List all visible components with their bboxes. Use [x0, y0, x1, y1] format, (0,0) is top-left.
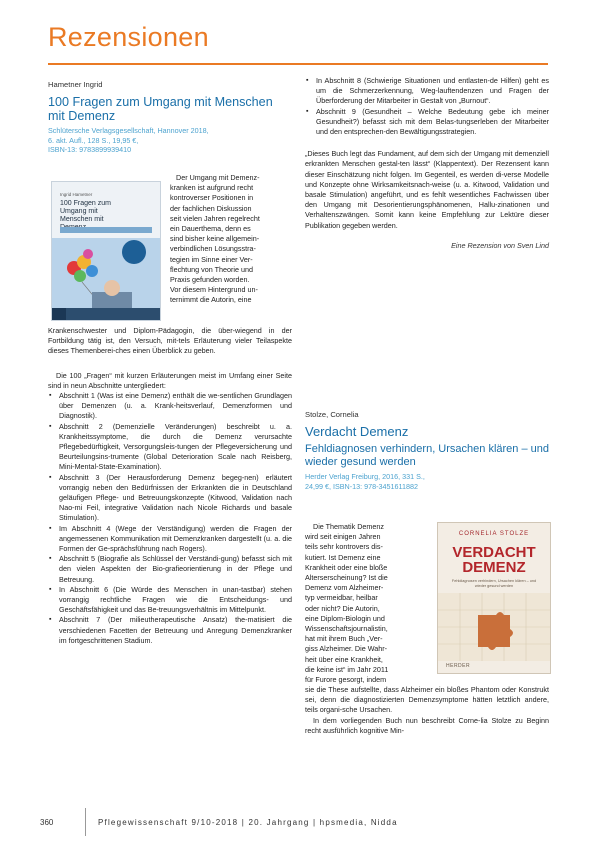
text-line: für Furore gesorgt, indem: [305, 675, 387, 685]
list-item: ▪ In Abschnitt 8 (Schwierige Situationen und entlasten-de Hilfen) geht es um die Schmerzerkennung, Weg-lauftendenzen und Fragen der Überforderung der Mitarbeiter in Gestalt von „Burnout“.: [306, 76, 549, 106]
review1-book-cover: [51, 181, 161, 321]
review2-para2: In dem vorliegenden Buch nun beschreibt Corne-lia Stolze zu Beginn recht ausführlich kognitive Min-: [305, 715, 549, 735]
page-title: Rezensionen: [48, 22, 209, 52]
text-line: sind bisher keine allgemein-: [170, 234, 260, 244]
text-line: Vor diesem Hintergrund un-: [170, 285, 258, 295]
text-line: flechtung von Theorie und: [170, 264, 253, 274]
text-line: eine Diplom-Biologin und: [305, 613, 385, 623]
text-line: kranken ist aufgrund recht: [170, 183, 254, 193]
list-item: ▪ Im Abschnitt 4 (Wege der Verständigung) werden die Fragen der angemessenen Kommunikation mit Demenzkranken dargestellt (u. a. die Formen der Ge-sprächsführung nach Rogers).: [49, 523, 292, 554]
review1-body: [48, 326, 292, 646]
review2-author: Stolze, Cornelia: [305, 410, 359, 419]
text-line: Der Umgang mit Demenz-: [176, 173, 260, 182]
text-line: heit über eine Krankheit,: [305, 654, 383, 664]
text-line: oder nicht? Die Autorin,: [305, 603, 380, 613]
review2-pub-line: 24,99 €, ISBN-13: 978-3451611882: [305, 481, 418, 491]
review2-book-cover: [437, 522, 551, 674]
right-column: [305, 76, 549, 251]
cover2-puzzle-illustration: [438, 593, 550, 661]
list-item: ▪ Abschnitt 9 (Gesundheit – Welche Bedeutung gebe ich meiner Gesundheit?) befasst sich mit dem Belas-tungserleben der Mitarbeiter und den entsprechen-den Bewältigungsstrategien.: [306, 106, 549, 137]
text-line: Demenz vom Alzheimer-: [305, 583, 384, 593]
review1-structure-intro: Die 100 „Fragen“ mit kurzen Erläuterungen meist im Umfang einer Seite sind in neun Abschnitte untergliedert:: [48, 370, 292, 390]
page-number: 360: [40, 818, 54, 827]
text-line: seit vielen Jahren regelrecht: [170, 213, 260, 223]
list-item: ▪ Abschnitt 5 (Biografie als Schlüssel der Verständi-gung) befasst sich mit den vielen Aspekten der Bio-grafieorientierung in der Pflege und Betreuung.: [49, 554, 292, 584]
review1-intro-wrapped: [170, 173, 292, 306]
review2-header: [305, 410, 549, 491]
review1-publisher-info: [48, 126, 292, 155]
header-rule: [48, 63, 548, 65]
cover2-publisher: HERDER: [446, 663, 471, 669]
cover1-banner: [60, 227, 152, 233]
list-item: ▪ In Abschnitt 6 (Die Würde des Menschen in unan-tastbar) stehen vorrangig rechtliche Fragen wie die Entscheidungs- und Geschäftsfähigkeit und das Be-treuungsverhältnis im Mittelpunkt.: [49, 584, 292, 615]
review1-conclusion: „Dieses Buch legt das Fundament, auf dem sich der Umgang mit demenziell erkrankten Menschen gestal-ten lässt“ (Klappentext). Der Rezensent kann dieser Einschätzung nicht folgen. Im Gegenteil, es werden di-verse Modelle und Konzepte ohne Wirksamkeitsnach-weise (u. a. Kitwood, Validation und basale Stimulation) angeführt, und es fehlt wesentliches Fachwissen über den Umgang mit Desorientierungsphänomenen, Hallu-zinationen und Verhaltenszwängen. Somit kann keine Empfehlung zur Lektüre dieser Publikation gegeben werden.: [305, 149, 549, 230]
review1-author: Hametner Ingrid: [48, 80, 103, 89]
cover1-image: [52, 238, 160, 320]
review1-pub-line: Schlütersche Verlagsgesellschaft, Hannover 2018,: [48, 126, 209, 136]
review2-pub-line: Herder Verlag Freiburg, 2016, 331 S.,: [305, 472, 425, 482]
review1-signature: Eine Rezension von Sven Lind: [451, 240, 549, 250]
review2-intro-rest: sie die These aufstellte, dass Alzheimer ein bloßes Phantom oder Konstrukt sei, denn die diagnostizierten Demenzsymptome hätten letztlich andere, teils organi-sche Ursachen.: [305, 685, 549, 715]
text-line: der fachlichen Diskussion: [170, 203, 252, 213]
footer-divider: [85, 808, 86, 836]
text-line: Alterserscheinung? Ist die: [305, 573, 388, 583]
text-line: tegien im Sinne einer Ver-: [170, 254, 253, 264]
text-line: giss Alzheimer. Die Wahr-: [305, 644, 388, 654]
review2-subtitle: Fehldiagnosen verhindern, Ursachen klären – und wieder gesund werden: [305, 443, 549, 469]
cover1-balloons-illustration: [52, 238, 160, 320]
text-line: kutiert. Ist Demenz eine: [305, 552, 381, 562]
review2-intro-wrapped: [305, 522, 429, 685]
review1-pub-line: ISBN-13: 9783899939410: [48, 145, 132, 155]
review2-title: Verdacht Demenz: [305, 424, 409, 440]
text-line: hat mit ihrem Buch „Ver-: [305, 634, 383, 644]
list-item: ▪ Abschnitt 3 (Der Herausforderung Demenz begeg-nen) erläutert vorrangig neben den Bedürfnissen der Erkrankten die in Deutschland geläufigen Pflege- und Betreuungskonzepte (Kitwood, Validation nach Nao-mi Feil, integrative Validation nach Nicole Richards und basale Stimulation).: [49, 472, 292, 523]
text-line: Die Thematik Demenz: [313, 522, 384, 531]
review1-pub-line: 6. akt. Aufl., 128 S., 19,95 €,: [48, 135, 139, 145]
text-line: typ vermeidbar, heilbar: [305, 593, 378, 603]
text-line: wird seit einigen Jahren: [305, 532, 381, 542]
left-column: [48, 80, 292, 155]
cover1-title: 100 Fragen zum Umgang mit Menschen mit: [60, 200, 111, 223]
list-item: ▪ Abschnitt 7 (Der milieutherapeutische Ansatz) the-matisiert die verschiedenen Facetten der Betreuung und Anregung Demenzkranker im fortgeschrittenen Stadium.: [49, 615, 292, 645]
review1-section-list-continued: [305, 76, 549, 137]
review2-body: [305, 685, 549, 736]
text-line: kontroverser Positionen in: [170, 193, 254, 203]
cover2-subtitle: Fehldiagnosen verhindern, Ursachen klären – und wieder gesund werden: [451, 579, 537, 588]
review1-title: 100 Fragen zum Umgang mit Menschen mit Demenz: [48, 95, 273, 124]
review1-section-list: [48, 391, 292, 646]
text-line: Wissenschaftsjournalistin,: [305, 624, 388, 634]
text-line: ein Dauerthema, denn es: [170, 224, 251, 234]
text-line: die keine ist“ im Jahr 2011: [305, 664, 389, 674]
review1-intro-rest: Krankenschwester und Diplom-Pädagogin, die über-wiegend in der Fortbildung tätig ist, den Versuch, mit-tels Erläuterung vieler Teilaspekte dieses Themenberei-ches einen Überblick zu geben.: [48, 326, 292, 356]
text-line: teils sehr kontrovers dis-: [305, 542, 383, 552]
footer-journal-info: Pflegewissenschaft 9/10-2018 | 20. Jahrgang | hpsmedia, Nidda: [98, 818, 398, 827]
text-line: ternimmt die Autorin, eine: [170, 295, 252, 305]
cover1-author: Ingrid Hametner: [60, 192, 93, 197]
review2-publisher-info: [305, 472, 549, 491]
cover2-author: CORNELIA STOLZE: [458, 531, 530, 537]
cover2-title: VERDACHT DEMENZ: [452, 544, 536, 576]
text-line: Praxis gefunden worden.: [170, 275, 250, 285]
text-line: Krankheit oder eine bloße: [305, 562, 388, 572]
list-item: ▪ Abschnitt 1 (Was ist eine Demenz) enthält die we-sentlichen Grundlagen über Demenzen (u. a. Krank-heitsverlauf, Demenzformen und Diagnostik).: [49, 391, 292, 421]
list-item: ▪ Abschnitt 2 (Demenzielle Veränderungen) beschreibt u. a. Krankheitssymptome, die durch die Demenz verursachte Pflegebedürftigkeit, Versorgungsleis-tungen der Pflegeversicherung und Beurteilungsins-trumente (Global Deterioration Scale nach Reisberg, Mini-Mental-State-Examination).: [49, 421, 292, 472]
text-line: verbindlichen Lösungsstra-: [170, 244, 256, 254]
